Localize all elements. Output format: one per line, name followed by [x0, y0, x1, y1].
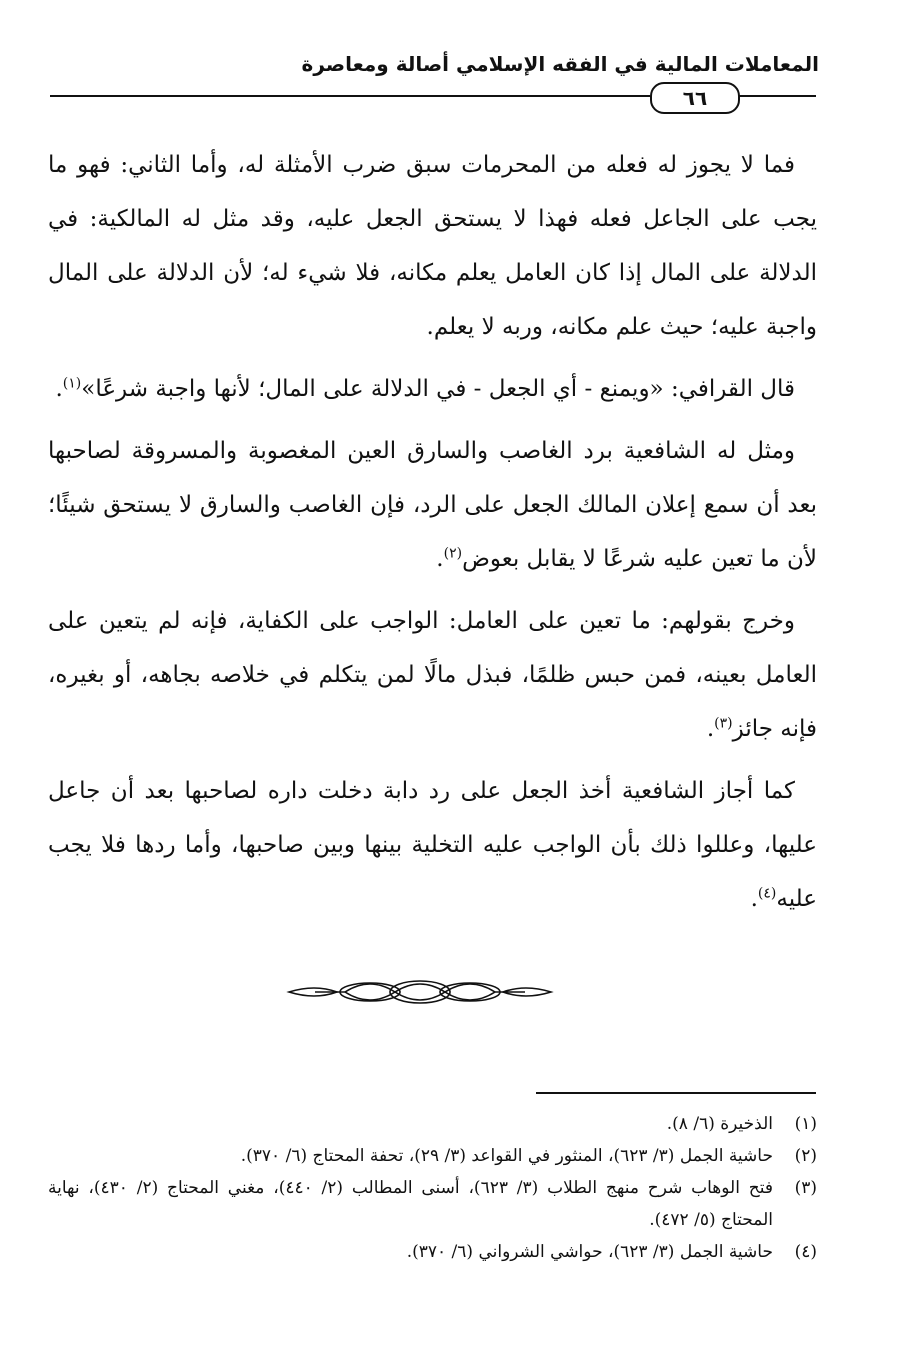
header-rule-right — [736, 95, 816, 97]
main-text — [48, 138, 817, 934]
footnote-ref-4[interactable]: (٤) — [757, 885, 777, 902]
paragraph-tail: . — [436, 546, 444, 572]
footnotes — [48, 1108, 817, 1268]
footnote-ref-3[interactable]: (٣) — [714, 715, 733, 732]
paragraph-tail: . — [750, 886, 758, 912]
paragraph-3 — [48, 424, 817, 586]
page-number: ٦٦ — [650, 82, 740, 114]
paragraph-5 — [48, 764, 817, 926]
section-ornament-icon — [285, 972, 555, 1012]
footnote-number: (٢) — [794, 1146, 817, 1166]
footnote-number: (٤) — [794, 1242, 817, 1262]
footnote-item — [48, 1172, 817, 1236]
footnote-text: فتح الوهاب شرح منهج الطلاب (٣/ ٦٢٣)، أسنى المطالب (٢/ ٤٤٠)، مغني المحتاج (٢/ ٤٣٠)، نهاية المحتاج (٥/ ٤٧٢). — [48, 1178, 773, 1230]
header-rule — [50, 95, 650, 97]
paragraph-text: قال القرافي: «ويمنع - أي الجعل - في الدلالة على المال؛ لأنها واجبة شرعًا» — [81, 376, 795, 402]
running-title: المعاملات المالية في الفقه الإسلامي أصالة ومعاصرة — [301, 52, 819, 76]
paragraph-text: كما أجاز الشافعية أخذ الجعل على رد دابة دخلت داره لصاحبها بعد أن جاعل عليها، وعللوا ذلك بأن الواجب عليه التخلية بينها وبين صاحبها، وأما ردها فلا يجب عليه — [48, 778, 817, 912]
footnote-separator — [536, 1092, 816, 1094]
paragraph-text: وخرج بقولهم: ما تعين على العامل: الواجب على الكفاية، فإنه لم يتعين على العامل بعينه، فمن حبس ظلمًا، فبذل مالًا لمن يتكلم في خلاصه بجاهه، أو بغيره، فإنه جائز — [48, 608, 817, 742]
footnote-text: حاشية الجمل (٣/ ٦٢٣)، المنثور في القواعد (٣/ ٢٩)، تحفة المحتاج (٦/ ٣٧٠). — [240, 1146, 773, 1166]
paragraph-tail: . — [706, 716, 715, 742]
footnote-item — [48, 1236, 817, 1268]
paragraph-text: فما لا يجوز له فعله من المحرمات سبق ضرب الأمثلة له، وأما الثاني: فهو ما يجب على الجاعل فعله فهذا لا يستحق الجعل عليه، وقد مثل له المالكية: في الدلالة على المال إذا كان العامل يعلم مكانه، فلا شيء له؛ لأن الدلالة على المال واجبة عليه؛ حيث علم مكانه، وربه لا يعلم. — [48, 152, 817, 340]
paragraph-1 — [48, 138, 817, 354]
footnote-item — [48, 1108, 817, 1140]
footnote-item — [48, 1140, 817, 1172]
footnote-number: (٣) — [794, 1178, 817, 1198]
paragraph-2 — [48, 362, 817, 416]
footnote-text: الذخيرة (٦/ ٨). — [666, 1114, 773, 1134]
paragraph-text: ومثل له الشافعية برد الغاصب والسارق العين المغصوبة والمسروقة لصاحبها بعد أن سمع إعلان المالك الجعل على الرد، فإن الغاصب والسارق لا يستحق شيئًا؛ لأن ما تعين عليه شرعًا لا يقابل بعوض — [48, 438, 817, 572]
paragraph-tail: . — [55, 376, 63, 402]
footnote-ref-2[interactable]: (٢) — [443, 545, 463, 562]
footnote-ref-1[interactable]: (١) — [62, 375, 82, 392]
footnote-number: (١) — [794, 1114, 817, 1134]
footnote-text: حاشية الجمل (٣/ ٦٢٣)، حواشي الشرواني (٦/ ٣٧٠). — [406, 1242, 773, 1262]
paragraph-4 — [48, 594, 817, 756]
